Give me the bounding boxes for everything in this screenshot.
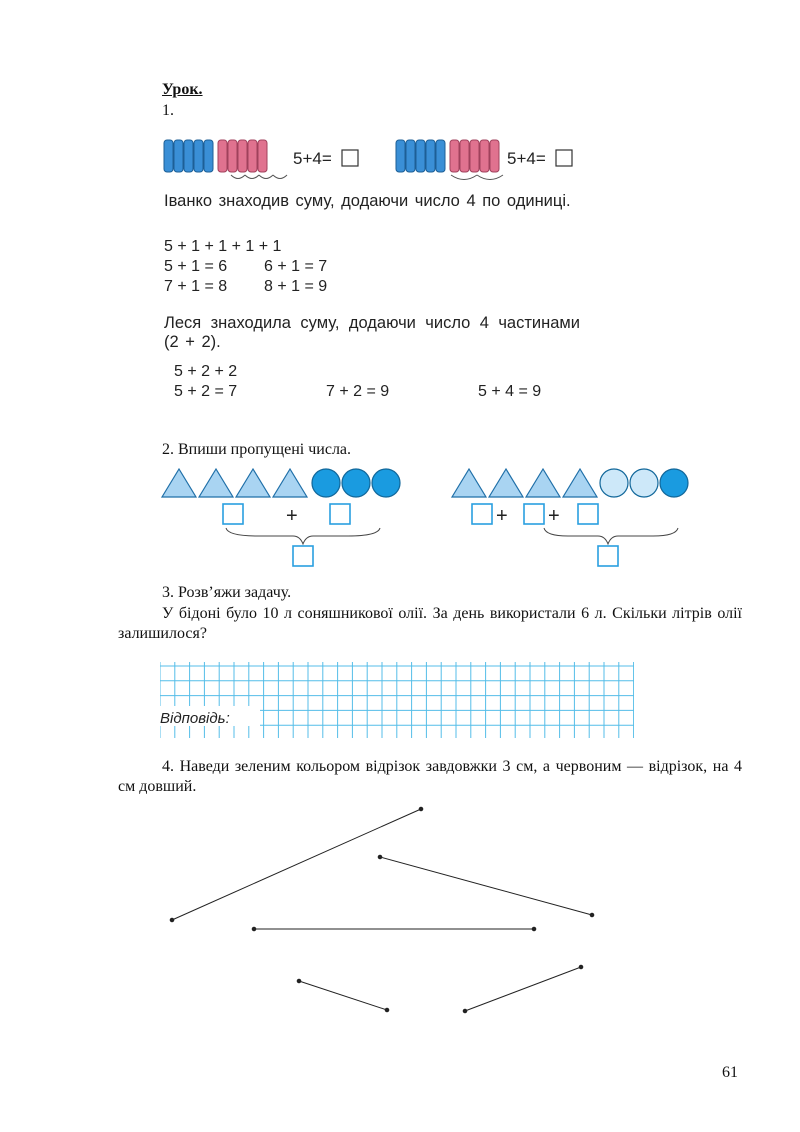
blank-box-1[interactable] [223, 504, 243, 524]
answer-box-a[interactable] [342, 150, 358, 166]
equation-b-text: 5+4= [507, 149, 546, 168]
ivanko-line-3b: 8 + 1 = 9 [264, 278, 328, 295]
lesia-eq-1: 5 + 2 = 7 [174, 383, 238, 400]
lesia-paragraph: Леся знаходила суму, додаючи число 4 частинами (2 + 2). [164, 314, 580, 351]
blank-box-4[interactable] [472, 504, 492, 524]
lesson-title: Урок. [162, 81, 203, 98]
segment-3[interactable] [252, 927, 536, 931]
lesia-eq-3: 5 + 4 = 9 [478, 383, 542, 400]
ivanko-line-3a: 7 + 1 = 8 [164, 278, 228, 295]
segment-1[interactable] [170, 807, 423, 922]
task1-number: 1. [162, 102, 174, 119]
lesia-eq-2: 7 + 2 = 9 [326, 383, 390, 400]
answer-label: Відповідь: [160, 710, 230, 727]
ivanko-paragraph: Іванко знаходив суму, додаючи число 4 по одиниці. [164, 192, 571, 210]
lesia-line-1: 5 + 2 + 2 [174, 363, 238, 380]
sticks-group-left [164, 140, 287, 179]
blank-box-2[interactable] [330, 504, 350, 524]
answer-grid[interactable] [160, 662, 634, 738]
ivanko-line-2a: 5 + 1 = 6 [164, 258, 228, 275]
equation-a-text: 5+4= [293, 149, 332, 168]
plus-sign-1: + [286, 505, 298, 527]
plus-sign-3: + [548, 505, 560, 527]
segment-4[interactable] [297, 979, 389, 1012]
sticks-group-right [396, 140, 503, 180]
counting-sticks-figure [160, 132, 590, 187]
task3-problem: У бідоні було 10 л соняшникової олії. За день використали 6 л. Скільки літрів олії залишилося? [118, 605, 742, 642]
ivanko-line-2b: 6 + 1 = 7 [264, 258, 328, 275]
shapes-figure [158, 464, 698, 576]
segment-5[interactable] [463, 965, 583, 1013]
blank-box-6[interactable] [578, 504, 598, 524]
task4-text: 4. Наведи зеленим кольором відрізок завдовжки 3 см, а червоним — відрізок, на 4 см довший. [118, 758, 742, 795]
blank-box-5[interactable] [524, 504, 544, 524]
segment-2[interactable] [378, 855, 594, 917]
plus-sign-2: + [496, 505, 508, 527]
ivanko-line-1: 5 + 1 + 1 + 1 + 1 [164, 238, 282, 255]
answer-box-b[interactable] [556, 150, 572, 166]
page-number: 61 [722, 1064, 738, 1081]
task3-heading: 3. Розв’яжи задачу. [162, 584, 292, 601]
blank-box-7[interactable] [598, 546, 618, 566]
segments-figure [0, 800, 800, 1020]
blank-box-3[interactable] [293, 546, 313, 566]
task2-heading: 2. Впиши пропущені числа. [162, 441, 352, 458]
